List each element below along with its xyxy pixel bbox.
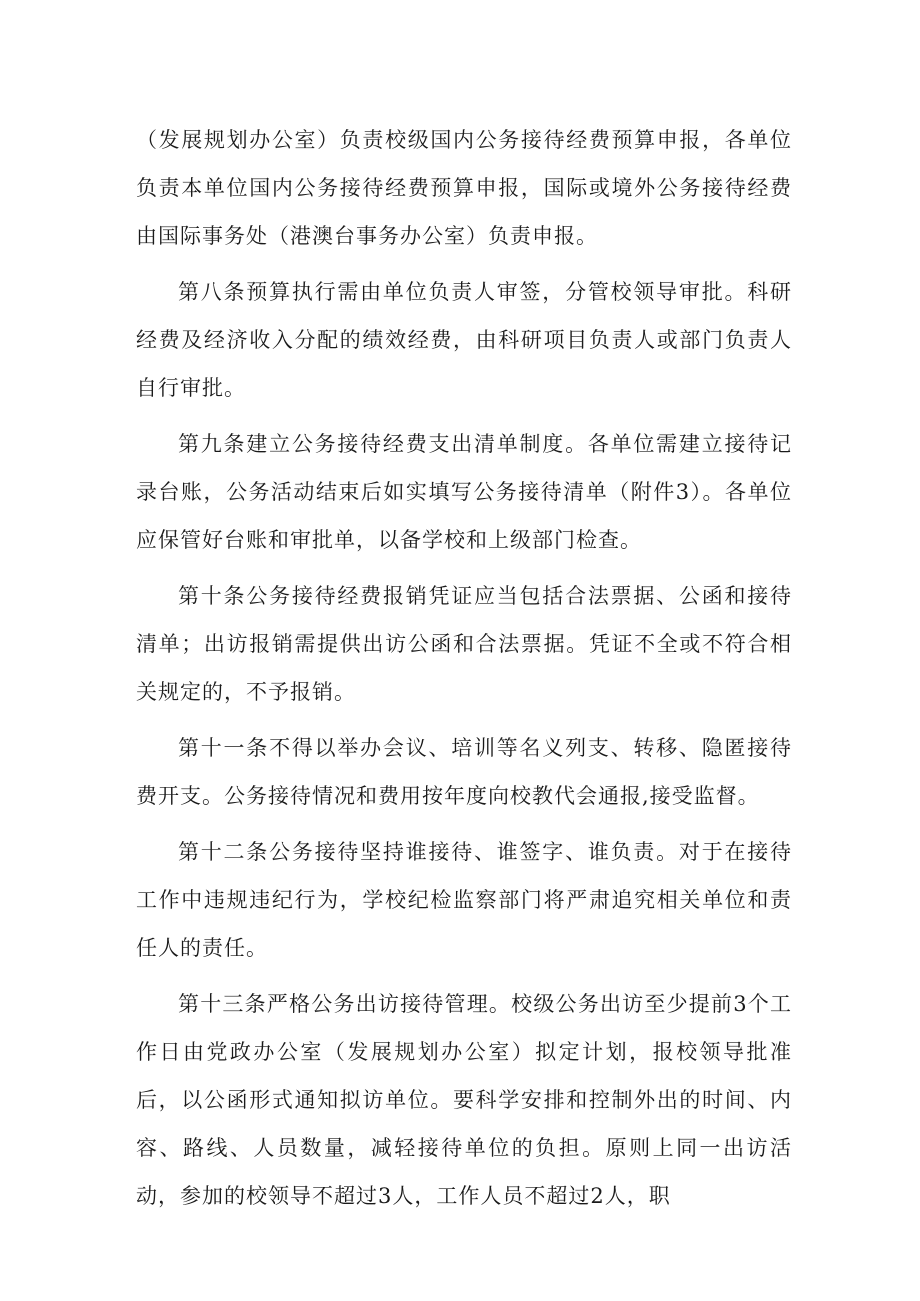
paragraph-article-10: 第十条公务接待经费报销凭证应当包括合法票据、公函和接待清单；出访报销需提供出访公函和合法票据。凭证不全或不符合相关规定的，不予报销。 xyxy=(136,584,792,704)
paragraph-article-12: 第十二条公务接待坚持谁接待、谁签字、谁负责。对于在接待工作中违规违纪行为，学校纪检监察部门将严肃追究相关单位和责任人的责任。 xyxy=(136,840,792,960)
paragraph-article-11: 第十一条不得以举办会议、培训等名义列支、转移、隐匿接待费开支。公务接待情况和费用按年度向校教代会通报,接受监督。 xyxy=(136,736,792,808)
document-body xyxy=(136,116,792,1228)
paragraph-article-13: 第十三条严格公务出访接待管理。校级公务出访至少提前3个工作日由党政办公室（发展规划办公室）拟定计划，报校领导批准后，以公函形式通知拟访单位。要科学安排和控制外出的时间、内容、路线、人员数量，减轻接待单位的负担。原则上同一出访活动，参加的校领导不超过3人，工作人员不超过2人，职 xyxy=(136,992,792,1208)
paragraph-continuation: （发展规划办公室）负责校级国内公务接待经费预算申报，各单位负责本单位国内公务接待经费预算申报，国际或境外公务接待经费由国际事务处（港澳台事务办公室）负责申报。 xyxy=(136,128,792,248)
paragraph-article-8: 第八条预算执行需由单位负责人审签，分管校领导审批。科研经费及经济收入分配的绩效经费，由科研项目负责人或部门负责人自行审批。 xyxy=(136,280,792,400)
paragraph-article-9: 第九条建立公务接待经费支出清单制度。各单位需建立接待记录台账，公务活动结束后如实填写公务接待清单（附件3）。各单位应保管好台账和审批单，以备学校和上级部门检查。 xyxy=(136,432,792,552)
